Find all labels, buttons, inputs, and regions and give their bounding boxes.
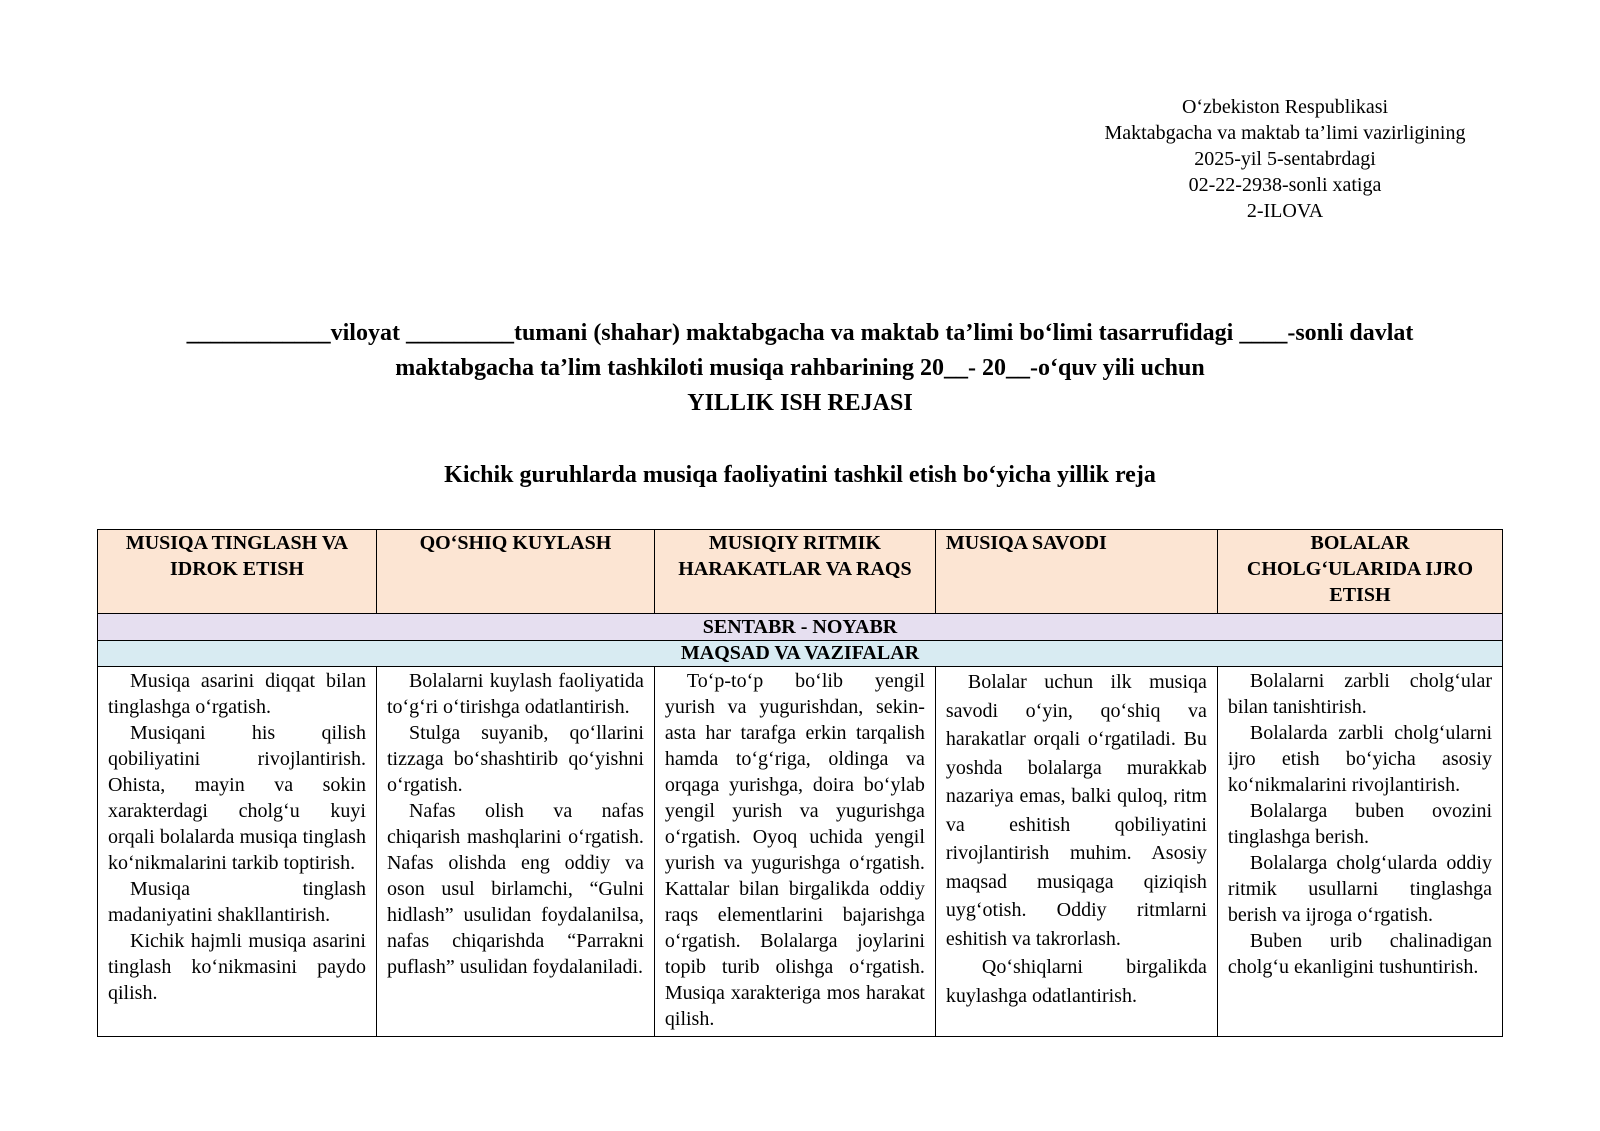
cell-paragraph: To‘p-to‘p bo‘lib yengil yurish va yugurishdan, sekin-asta har tarafga erkin tarqalish hamda to‘g‘riga, oldinga va orqaga yurishga, doira bo‘ylab yengil yurish va yugurishga o‘rgatish. Oyoq uchida yengil yurish va yugurishga o‘rgatish. Kattalar bilan birgalikda oddiy raqs elementlarini bajarishga o‘rgatish. Bolalarga joylarini topib turib olishga o‘rgatish. Musiqa xarakteriga mos harakat qilish. xyxy=(664,670,925,1030)
cell-paragraph: Bolalarga buben ovozini tinglashga berish. xyxy=(1227,800,1492,848)
cell-paragraph: Bolalarni zarbli cholg‘ular bilan tanishtirish. xyxy=(1227,670,1492,718)
title-line-3: YILLIK ISH REJASI xyxy=(687,390,913,416)
table-header-row xyxy=(98,530,1503,614)
cell-paragraph: Bolalarni kuylash faoliyatida to‘g‘ri o‘tirishga odatlantirish. xyxy=(386,670,644,718)
season-label: SENTABR - NOYABR xyxy=(98,614,1503,641)
cell-paragraph: Musiqani his qilish qobiliyatini rivojlantirish. Ohista, mayin va sokin xarakterdagi cholg‘u kuyi orqali bolalarda musiqa tinglash ko‘nikmalarini tarkib toptirish. xyxy=(108,722,366,874)
approval-header xyxy=(1060,94,1510,224)
header-line: Maktabgacha va maktab ta’limi vazirligining xyxy=(1104,122,1466,144)
cell-paragraph: Stulga suyanib, qo‘llarini tizzaga bo‘shashtirib qo‘yishni o‘rgatish. xyxy=(386,722,644,796)
table-cell xyxy=(935,667,1217,1037)
column-header: MUSIQA SAVODI xyxy=(935,530,1217,614)
table-cell xyxy=(98,667,377,1037)
column-header: MUSIQA TINGLASH VA IDROK ETISH xyxy=(98,530,377,614)
section-label: MAQSAD VA VAZIFALAR xyxy=(98,641,1503,667)
cell-paragraph: Bolalarda zarbli cholg‘ularni ijro etish bo‘yicha asosiy ko‘nikmalarini rivojlantirish. xyxy=(1227,722,1492,796)
cell-paragraph: Qo‘shiqlarni birgalikda kuylashga odatlantirish. xyxy=(945,956,1207,1007)
cell-paragraph: Bolalarga cholg‘ularda oddiy ritmik usullarni tinglashga berish va ijroga o‘rgatish. xyxy=(1227,852,1492,926)
cell-paragraph: Musiqa tinglash madaniyatini shakllantirish. xyxy=(108,878,366,926)
plan-subtitle: Kichik guruhlarda musiqa faoliyatini tashkil etish bo‘yicha yillik reja xyxy=(444,462,1156,488)
document-title xyxy=(80,316,1520,421)
annual-plan-table xyxy=(97,529,1503,1037)
table-cell xyxy=(376,667,654,1037)
cell-paragraph: Musiqa asarini diqqat bilan tinglashga o‘rgatish. xyxy=(108,670,366,718)
header-line: 02-22-2938-sonli xatiga xyxy=(1188,174,1382,196)
title-line-2: maktabgacha ta’lim tashkiloti musiqa rahbarining 20__- 20__-o‘quv yili uchun xyxy=(395,355,1205,381)
header-line: 2025-yil 5-sentabrdagi xyxy=(1194,148,1376,170)
header-line: O‘zbekiston Respublikasi xyxy=(1181,96,1389,118)
table-row xyxy=(98,667,1503,1037)
column-header: QO‘SHIQ KUYLASH xyxy=(376,530,654,614)
cell-paragraph: Nafas olish va nafas chiqarish mashqlarini o‘rgatish. Nafas olishda eng oddiy va oson usul birlamchi, “Gulni hidlash” usulidan foydalanilsa, nafas chiqarishda “Parrakni puflash” usulidan foydalaniladi. xyxy=(386,800,644,978)
column-header: BOLALAR CHOLG‘ULARIDA IJRO ETISH xyxy=(1217,530,1502,614)
cell-paragraph: Kichik hajmli musiqa asarini tinglash ko‘nikmasini paydo qilish. xyxy=(108,930,366,1004)
season-row xyxy=(98,614,1503,641)
cell-paragraph: Bolalar uchun ilk musiqa savodi o‘yin, qo‘shiq va harakatlar orqali o‘rgatiladi. Bu yoshda bolalarga murakkab nazariya emas, balki quloq, ritm va eshitish qobiliyatini rivojlantirish muhim. Asosiy maqsad musiqaga qiziqish uyg‘otish. Oddiy ritmlarni eshitish va takrorlash. xyxy=(945,671,1207,950)
table-cell xyxy=(654,667,935,1037)
cell-paragraph: Buben urib chalinadigan cholg‘u ekanligini tushuntirish. xyxy=(1227,930,1492,978)
column-header: MUSIQIY RITMIK HARAKATLAR VA RAQS xyxy=(654,530,935,614)
section-row xyxy=(98,641,1503,667)
header-line: 2-ILOVA xyxy=(1246,200,1324,222)
table-cell xyxy=(1217,667,1502,1037)
title-line-1: ____________viloyat _________tumani (shahar) maktabgacha va maktab ta’limi bo‘limi tasarrufidagi ____-sonli davlat xyxy=(186,320,1414,346)
